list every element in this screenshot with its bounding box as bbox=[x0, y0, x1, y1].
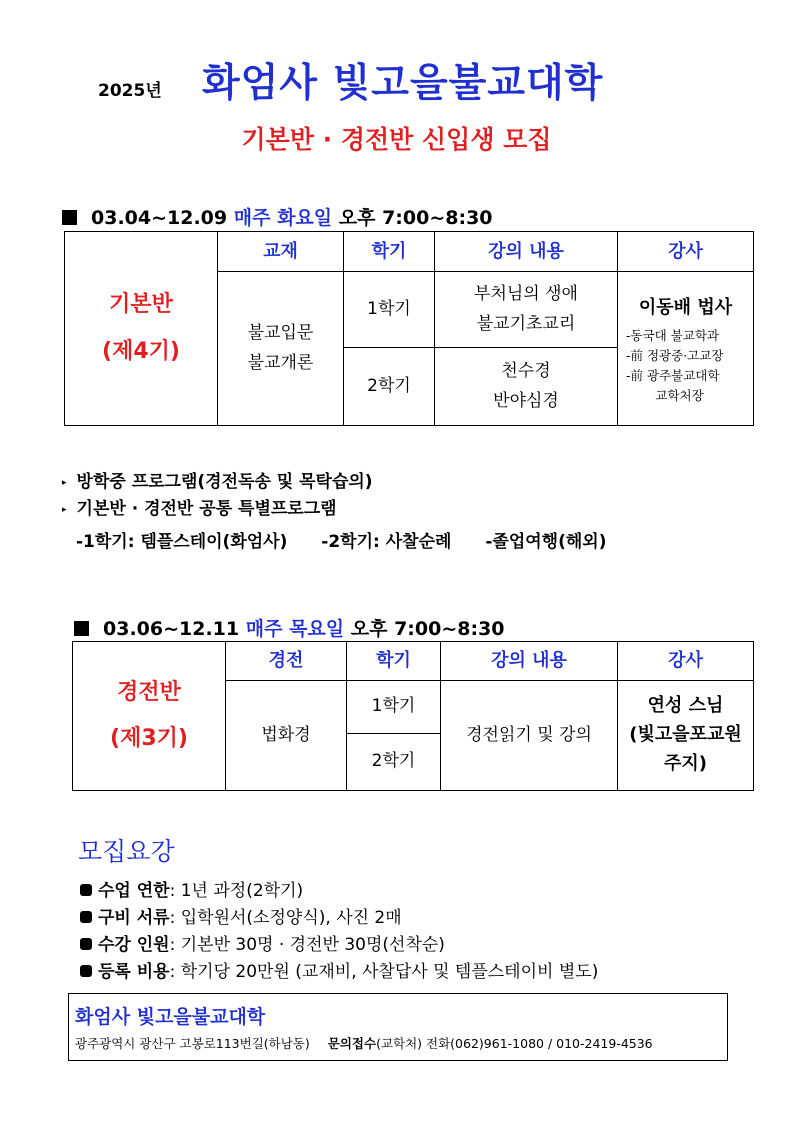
sutra-sem2: 2학기 bbox=[347, 734, 441, 791]
recruit-item-label: 수강 인원 bbox=[98, 935, 170, 955]
basic-sem2-content-1: 천수경 bbox=[501, 360, 551, 381]
basic-class-name: 기본반 bbox=[109, 292, 173, 318]
footer-address: 광주광역시 광산구 고봉로113번길(하남동) bbox=[75, 1036, 310, 1051]
sutra-period: 03.06~12.11 bbox=[103, 618, 240, 640]
basic-sem1-content-1: 부처님의 생애 bbox=[474, 283, 578, 304]
recruit-item bbox=[80, 903, 402, 928]
footer-contact-label: 문의접수 bbox=[327, 1036, 377, 1051]
sutra-textbook: 법화경 bbox=[226, 681, 347, 791]
basic-textbook-2: 불교개론 bbox=[247, 352, 314, 373]
sutra-teacher-3: 주지) bbox=[663, 752, 707, 774]
sutra-schedule-line bbox=[74, 614, 505, 641]
recruit-item-value: : 입학원서(소정양식), 사진 2매 bbox=[169, 908, 402, 928]
header-teacher: 강사 bbox=[618, 232, 754, 272]
recruit-item-label: 수업 연한 bbox=[98, 881, 170, 901]
basic-teacher-cell bbox=[618, 272, 754, 426]
basic-schedule-line bbox=[62, 203, 493, 230]
basic-day: 매주 화요일 bbox=[233, 207, 333, 229]
teacher-note-4: 교학처장 bbox=[655, 387, 704, 403]
sutra-time: 오후 7:00~8:30 bbox=[350, 618, 505, 640]
footer-contact-phone: 전화(062)961-1080 / 010-2419-4536 bbox=[426, 1036, 653, 1051]
sutra-teacher-cell bbox=[618, 681, 754, 791]
year-label: 2025년 bbox=[98, 81, 162, 101]
basic-class-gen: (제4기) bbox=[102, 338, 180, 364]
sutra-class-cell bbox=[73, 642, 226, 791]
basic-class-table bbox=[64, 231, 754, 426]
triangle-bullet-icon: ▸ bbox=[62, 478, 67, 488]
sutra-teacher-1: 연성 스님 bbox=[647, 695, 724, 717]
basic-textbook-cell bbox=[218, 272, 344, 426]
recruit-item bbox=[80, 957, 598, 982]
basic-period: 03.04~12.09 bbox=[91, 207, 228, 229]
header-sutra: 경전 bbox=[226, 642, 347, 681]
header-semester: 학기 bbox=[344, 232, 435, 272]
footer-box bbox=[68, 993, 728, 1061]
header-content: 강의 내용 bbox=[435, 232, 618, 272]
recruit-item-label: 등록 비용 bbox=[98, 962, 170, 982]
basic-textbook-1: 불교입문 bbox=[247, 322, 314, 343]
sutra-class-table bbox=[72, 641, 754, 791]
square-bullet-icon bbox=[74, 621, 89, 636]
recruit-item-value: : 1년 과정(2학기) bbox=[169, 881, 304, 901]
program-sub-2: -2학기: 사찰순례 bbox=[321, 532, 452, 552]
teacher-note-2: -前 정광중·고교장 bbox=[626, 347, 724, 363]
teacher-note-1: -동국대 불교학과 bbox=[626, 327, 720, 343]
recruit-item bbox=[80, 930, 445, 955]
header-teacher: 강사 bbox=[618, 642, 754, 681]
recruit-item-value: : 기본반 30명 · 경전반 30명(선착순) bbox=[169, 935, 445, 955]
header-semester: 학기 bbox=[347, 642, 441, 681]
recruit-item-value: : 학기당 20만원 (교재비, 사찰답사 및 템플스테이비 별도) bbox=[169, 962, 599, 982]
sutra-class-name: 경전반 bbox=[117, 679, 181, 705]
square-bullet-icon bbox=[80, 911, 92, 923]
sutra-content: 경전읽기 및 강의 bbox=[441, 681, 618, 791]
basic-sem2-content bbox=[435, 348, 618, 426]
sutra-teacher-2: (빛고을포교원 bbox=[629, 724, 742, 746]
footer-org-name: 화엄사 빛고을불교대학 bbox=[75, 1006, 266, 1028]
program-sub-1: -1학기: 템플스테이(화엄사) bbox=[76, 532, 288, 552]
basic-teacher-notes bbox=[618, 326, 753, 406]
recruit-heading: 모집요강 bbox=[78, 837, 175, 866]
footer-info bbox=[75, 1034, 653, 1052]
recruit-item-label: 구비 서류 bbox=[98, 908, 170, 928]
square-bullet-icon bbox=[80, 965, 92, 977]
page-subtitle: 기본반 · 경전반 신입생 모집 bbox=[241, 125, 552, 154]
basic-sem1: 1학기 bbox=[344, 272, 435, 348]
page-title: 화엄사 빛고을불교대학 bbox=[202, 61, 604, 106]
basic-class-cell bbox=[65, 232, 218, 426]
program-sub-line bbox=[76, 527, 635, 552]
program-item-2 bbox=[62, 494, 337, 519]
sutra-class-gen: (제3기) bbox=[110, 726, 188, 751]
basic-sem2-content-2: 반야심경 bbox=[493, 390, 559, 411]
basic-time: 오후 7:00~8:30 bbox=[338, 207, 493, 229]
program-item-2-text: 기본반 · 경전반 공통 특별프로그램 bbox=[76, 499, 337, 519]
header-content: 강의 내용 bbox=[441, 642, 618, 681]
square-bullet-icon bbox=[62, 210, 77, 225]
program-item-1-text: 방학중 프로그램(경전독송 및 목탁습의) bbox=[76, 472, 373, 492]
recruit-item bbox=[80, 876, 303, 901]
sutra-sem1: 1학기 bbox=[347, 681, 441, 734]
header-textbook: 교재 bbox=[218, 232, 344, 272]
square-bullet-icon bbox=[80, 884, 92, 896]
square-bullet-icon bbox=[80, 938, 92, 950]
basic-sem2: 2학기 bbox=[344, 348, 435, 426]
triangle-bullet-icon: ▸ bbox=[62, 505, 67, 515]
footer-contact-office: (교학처) bbox=[376, 1036, 423, 1051]
sutra-day: 매주 목요일 bbox=[245, 618, 345, 640]
basic-sem1-content bbox=[435, 272, 618, 348]
program-item-1 bbox=[62, 467, 373, 492]
program-sub-3: -졸업여행(해외) bbox=[485, 532, 607, 552]
teacher-note-3: -前 광주불교대학 bbox=[626, 367, 720, 383]
basic-teacher-name: 이동배 법사 bbox=[638, 297, 733, 319]
basic-sem1-content-2: 불교기초교리 bbox=[476, 313, 576, 334]
